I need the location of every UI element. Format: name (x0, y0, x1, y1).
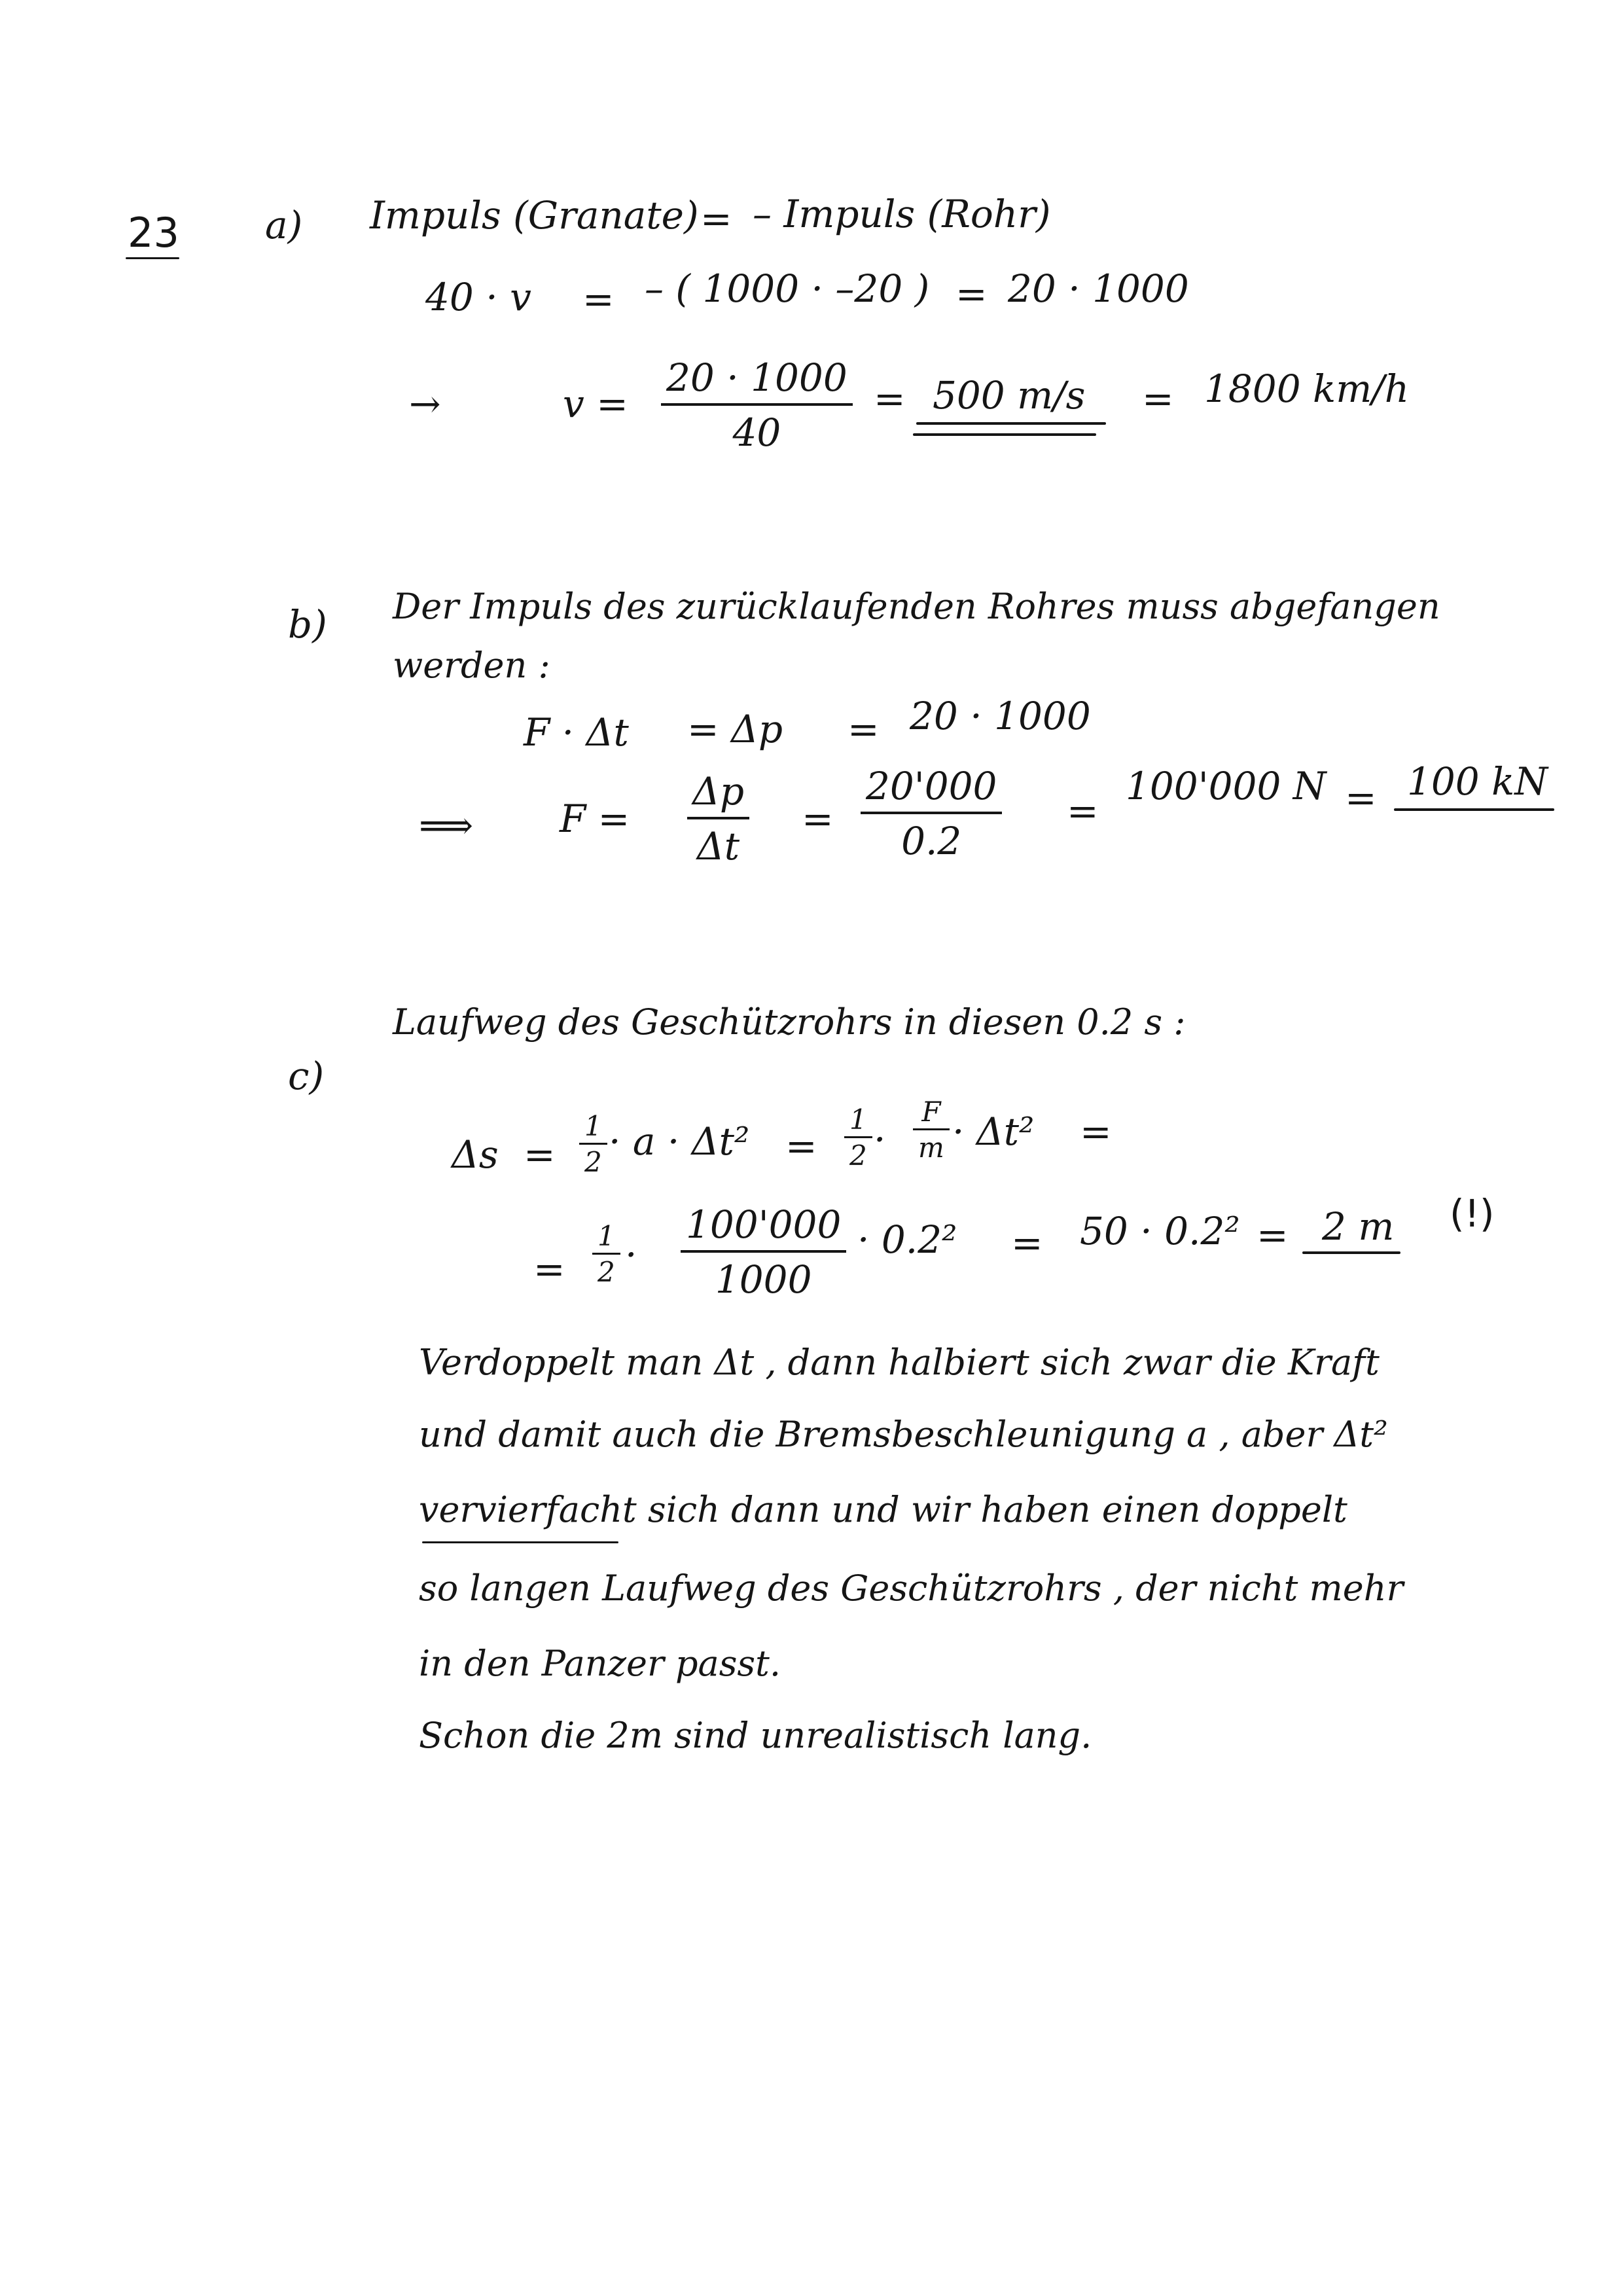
part-a-label: a) (265, 203, 303, 247)
part-c-half-1-denominator: 2 (579, 1143, 607, 1176)
part-c-paragraph-line-2: und damit auch die Bremsbeschleunigung a , aber Δt² (419, 1414, 1388, 1455)
part-c-half-1-numerator: 1 (584, 1110, 602, 1142)
problem-number: 23 (128, 209, 179, 257)
part-a-v-equals: v = (563, 382, 628, 426)
part-c-line1-eq3: = (1080, 1109, 1112, 1154)
part-b-fraction-dp: Δp (692, 769, 745, 814)
part-a-fraction (661, 355, 853, 455)
part-b-result: 100 kN (1407, 759, 1548, 804)
part-c-paragraph-line-1: Verdoppelt man Δt , dann halbiert sich zwar die Kraft (419, 1342, 1380, 1383)
part-c-half-2-numerator: 1 (849, 1103, 867, 1136)
part-a-line2-eq2: = (955, 272, 988, 316)
part-c-line2-half (592, 1220, 620, 1288)
part-a-arrow: → (409, 382, 441, 426)
part-b-fraction-value (861, 764, 1002, 863)
part-c-line1-eq2: = (785, 1124, 817, 1168)
part-c-line2-dot: · (625, 1232, 637, 1277)
part-c-half-2 (844, 1103, 872, 1172)
part-b-f-equals: F = (560, 797, 630, 841)
part-c-half-1 (579, 1110, 607, 1178)
part-c-line2-half-denominator: 2 (592, 1253, 620, 1286)
part-c-f-over-m (913, 1098, 950, 1162)
part-a-result-underline-2 (913, 433, 1096, 436)
part-c-line2-eq1: = (1011, 1221, 1043, 1265)
part-c-line2-eq0: = (533, 1247, 565, 1291)
part-b-label: b) (288, 602, 327, 647)
part-c-line1-term1: · a · Δt² (609, 1119, 750, 1164)
part-c-line2-fraction-denominator: 1000 (681, 1250, 846, 1299)
part-b-line2-eq3: = (1345, 776, 1377, 820)
part-b-fraction-dt: Δt (687, 817, 749, 865)
part-c-half-2-denominator: 2 (844, 1136, 872, 1170)
part-b-line2-eq1: = (802, 797, 834, 841)
part-c-line1-dot: · (874, 1117, 886, 1162)
part-a-line1-eq: = (700, 196, 732, 241)
part-a-fraction-numerator: 20 · 1000 (666, 355, 847, 400)
part-c-line2-mid: 50 · 0.2² (1080, 1209, 1240, 1253)
part-b-text-line2: werden : (393, 645, 550, 686)
part-a-fraction-denominator: 40 (661, 403, 853, 452)
part-c-line1-term2: · Δt² (952, 1109, 1035, 1154)
part-b-line1-rhs: 20 · 1000 (910, 694, 1091, 738)
part-c-paragraph-line-4: so langen Laufweg des Geschützrohrs , der nicht mehr (419, 1568, 1404, 1609)
part-c-line2-fraction (681, 1202, 846, 1302)
part-c-vervierfacht-underline (422, 1541, 618, 1543)
part-a-line3-eq1: = (874, 376, 906, 421)
part-a-result: 500 m/s (933, 373, 1086, 418)
part-c-line2-half-numerator: 1 (597, 1220, 615, 1252)
part-b-line2-eq2: = (1067, 789, 1099, 833)
part-c-f-over-m-denominator: m (913, 1128, 950, 1162)
part-b-arrow: ⟹ (419, 803, 474, 848)
part-a-line2-lhs: 40 · v (425, 275, 531, 319)
part-c-paragraph-line-5: in den Panzer passt. (419, 1643, 781, 1684)
part-c-line1-eq1: = (524, 1132, 556, 1177)
part-a-result-kmh: 1800 km/h (1204, 367, 1410, 411)
part-b-fraction-dp-dt (687, 769, 749, 869)
part-a-line3-eq2: = (1142, 376, 1174, 421)
part-b-line1-eq2: = (847, 707, 880, 751)
part-a-line2-eq1: = (582, 277, 615, 321)
part-b-line2-mid: 100'000 N (1126, 764, 1327, 808)
part-b-result-underline (1394, 808, 1554, 811)
part-b-line1-eq1: = Δp (687, 707, 783, 751)
part-c-line2-term: · 0.2² (857, 1217, 957, 1262)
part-a-line1-rhs: – Impuls (Rohr) (753, 192, 1051, 236)
part-b-text-line1: Der Impuls des zurücklaufenden Rohres muss abgefangen (393, 586, 1440, 627)
part-b-fraction-value-numerator: 20'000 (866, 764, 997, 808)
part-a-line1-lhs: Impuls (Granate) (370, 193, 699, 238)
part-c-line2-eq2: = (1257, 1213, 1289, 1257)
part-c-result-underline (1302, 1251, 1400, 1254)
part-c-note: (!) (1450, 1191, 1495, 1236)
part-c-paragraph-line-3: vervierfacht sich dann und wir haben einen doppelt (419, 1489, 1347, 1530)
part-c-heading: Laufweg des Geschützrohrs in diesen 0.2 s : (393, 1001, 1186, 1043)
part-c-f-over-m-numerator: F (921, 1096, 941, 1128)
part-c-line1-lhs: Δs (452, 1132, 499, 1177)
problem-number-underline (126, 257, 179, 259)
part-c-result: 2 m (1322, 1204, 1395, 1249)
part-b-line1-lhs: F · Δt (524, 710, 629, 755)
part-a-result-underline-1 (916, 422, 1106, 425)
part-a-line2-mid: – ( 1000 · –20 ) (645, 266, 930, 311)
part-b-fraction-value-denominator: 0.2 (861, 812, 1002, 860)
part-c-line2-fraction-numerator: 100'000 (686, 1202, 842, 1247)
part-c-label: c) (288, 1054, 325, 1098)
part-a-line2-rhs: 20 · 1000 (1008, 266, 1189, 311)
part-c-paragraph-line-6: Schon die 2m sind unrealistisch lang. (419, 1715, 1092, 1756)
